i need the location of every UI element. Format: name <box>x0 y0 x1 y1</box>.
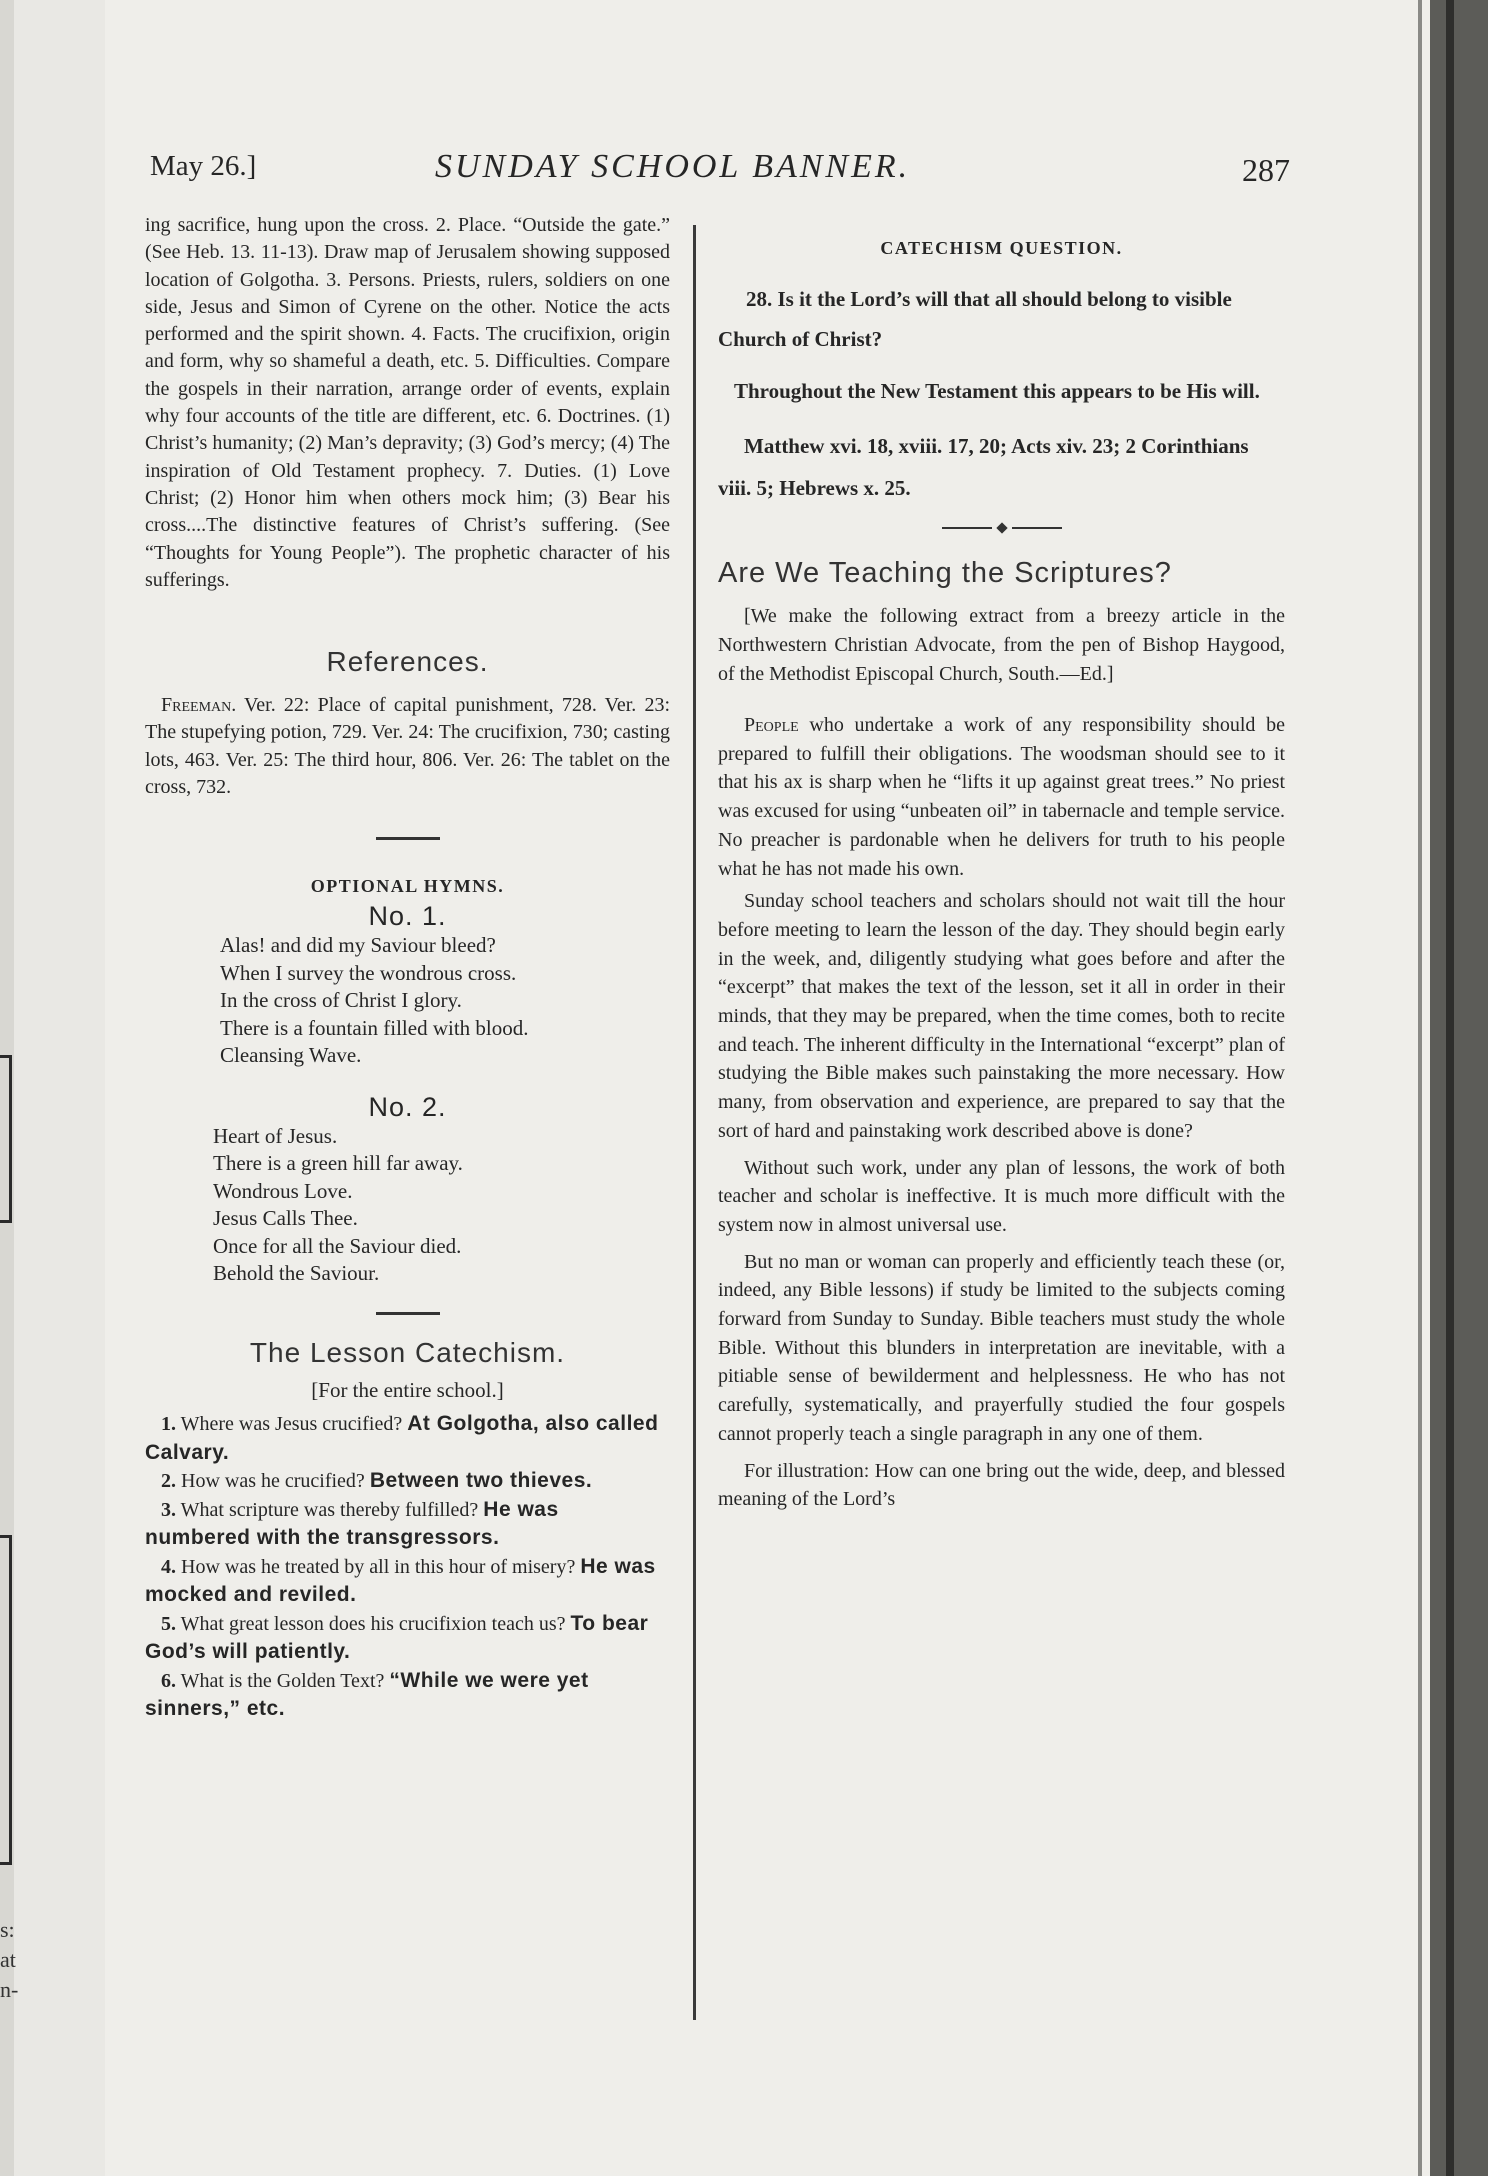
right-column <box>718 238 1285 1514</box>
right-page-edge-dark <box>1446 0 1454 2176</box>
hymn-list-2 <box>145 1123 670 1288</box>
catechism-subheading: [For the entire school.] <box>311 1377 504 1402</box>
page-edge-stripe <box>1418 0 1422 2176</box>
optional-hymns-heading: OPTIONAL HYMNS. <box>310 876 505 897</box>
left-column <box>145 212 670 1724</box>
hymn-list-1 <box>145 932 670 1070</box>
running-header <box>150 150 1290 200</box>
column-divider <box>693 225 696 2020</box>
lesson-outline-paragraph: ing sacrifice, hung upon the cross. 2. Place. “Outside the gate.” (See Heb. 13. 11-13). Draw map of Jerusalem showing supposed location of Golgotha. 3. Persons. Priests, rulers, soldiers on one side, Jesus and Simon of Cyrene on the other. Notice the acts performed and the spirit shown. 4. Facts. The crucifixion, origin and form, why so shameful a death, etc. 5. Difficulties. Compare the gospels in their narration, arrange order of events, explain why four accounts of the title are different, etc. 6. Doctrines. (1) Christ’s humanity; (2) Man’s depravity; (3) God’s mercy; (4) The inspiration of Old Testament prophecy. 7. Duties. (1) Love Christ; (2) Honor him when others mock him; (3) Bear his cross....The distinctive features of Christ’s suffering. (See “Thoughts for Young People”). The prophetic character of his sufferings. <box>145 214 670 591</box>
references-heading: References. <box>326 646 489 678</box>
margin-box-fragment <box>0 1055 12 1223</box>
hymn-title: Jesus Calls Thee. <box>213 1206 358 1231</box>
catechism-question: 28. Is it the Lord’s will that all should belong to visible Church of Christ? <box>718 287 1232 351</box>
hymn-title: Behold the Saviour. <box>213 1261 380 1286</box>
article-paragraph-3: Without such work, under any plan of lessons, the work of both teacher and scholar is ineffective. It is much more difficult with the system now in almost universal use. <box>718 1156 1285 1236</box>
page-number: 287 <box>1242 152 1290 188</box>
catechism-item: 5. What great lesson does his crucifixion teach us? To bear God’s will patiently. <box>145 1611 649 1664</box>
margin-text-fragment: n- <box>0 1977 19 2002</box>
references-paragraph <box>145 692 670 801</box>
hymn-title: There is a green hill far away. <box>213 1151 463 1176</box>
hymn-title: Once for all the Saviour died. <box>213 1233 462 1258</box>
article-paragraph-4: But no man or woman can properly and efficiently teach these (or, indeed, any Bible lessons) if study be limited to the subjects coming forward from Sunday to Sunday. Bible teachers must study the whole Bible. Without this blunders in interpretation are inevitable, with a pitiable sense of bewilderment and helplessness. He who has not carefully, systematically, and prayerfully studied the four gospels cannot properly teach a single paragraph in any one of them. <box>718 1250 1285 1445</box>
margin-text-fragment: s: <box>0 1917 15 1942</box>
hymn-group-1-heading: No. 1. <box>368 901 447 932</box>
lesson-catechism-heading: The Lesson Catechism. <box>249 1336 566 1368</box>
catechism-item: 3. What scripture was thereby fulfilled? He was numbered with the transgressors. <box>145 1497 559 1550</box>
right-page-edge <box>1430 0 1488 2176</box>
margin-box-fragment <box>0 1535 12 1865</box>
catechism-list <box>145 1410 670 1724</box>
catechism-item: 4. How was he treated by all in this hour of misery? He was mocked and reviled. <box>145 1554 656 1607</box>
article-title: Are We Teaching the Scriptures? <box>718 557 1172 589</box>
hymn-group-2-heading: No. 2. <box>368 1091 447 1122</box>
catechism-item: 1. Where was Jesus crucified? At Golgotha, also called Calvary. <box>145 1412 659 1464</box>
catechism-question-heading: CATECHISM QUESTION. <box>880 238 1123 258</box>
paragraph-lead-word: People <box>744 714 799 736</box>
header-date: May 26.] <box>150 150 257 182</box>
catechism-item: 2. How was he crucified? Between two thieves. <box>161 1469 593 1493</box>
margin-text-fragment: at <box>0 1947 16 1972</box>
catechism-item: 6. What is the Golden Text? “While we were yet sinners,” etc. <box>145 1668 589 1721</box>
article-paragraph-1: People who undertake a work of any responsibility should be prepared to fulfill their obligations. The woodsman should see to it that his ax is sharp when he “lifts it up against great trees.” No priest was excused for using “unbeaten oil” in tabernacle and temple service. No preacher is pardonable when he delivers for truth to his people what he has not made his own. <box>718 714 1285 880</box>
hymn-title: In the cross of Christ I glory. <box>220 988 462 1013</box>
article-paragraph-5: For illustration: How can one bring out the wide, deep, and blessed meaning of the Lord’s <box>718 1459 1285 1511</box>
hymn-title: Alas! and did my Saviour bleed? <box>220 933 496 958</box>
ornament-divider <box>942 521 1062 535</box>
header-title: SUNDAY SCHOOL BANNER. <box>435 148 911 185</box>
catechism-answer: Throughout the New Testament this appears to be His will. <box>734 379 1260 403</box>
hymn-title: Heart of Jesus. <box>213 1123 338 1148</box>
references-lead: Freeman. <box>161 694 237 717</box>
hymn-title: When I survey the wondrous cross. <box>220 960 517 985</box>
article-paragraph-2: Sunday school teachers and scholars should not wait till the hour before meeting to learn the lesson of the day. They should begin early in the week, and, diligently studying what goes before and after the “excerpt” that makes the text of the lesson, set it all in order in their minds, that they may be prepared, when the time comes, both to recite and teach. The inherent difficulty in the International “excerpt” plan of studying the Bible makes such painstaking the more necessary. How many, from observation and experience, are prepared to say that the sort of hard and painstaking work described above is done? <box>718 890 1285 1142</box>
hymn-title: There is a fountain filled with blood. <box>220 1015 529 1040</box>
scripture-references: Matthew xvi. 18, xviii. 17, 20; Acts xiv. 23; 2 Corinthians viii. 5; Hebrews x. 25. <box>718 434 1249 500</box>
hymn-title: Cleansing Wave. <box>220 1043 362 1068</box>
hymn-title: Wondrous Love. <box>213 1178 353 1203</box>
editor-note: [We make the following extract from a breezy article in the Northwestern Christian Advocate, from the pen of Bishop Haygood, of the Methodist Episcopal Church, South.—Ed.] <box>718 605 1285 685</box>
references-text: Ver. 22: Place of capital punishment, 728. Ver. 23: The stupefying potion, 729. Ver. 24: The crucifixion, 730; casting lots, 463. Ver. 25: The third hour, 806. Ver. 26: The tablet on the cross, 732. <box>145 694 670 799</box>
